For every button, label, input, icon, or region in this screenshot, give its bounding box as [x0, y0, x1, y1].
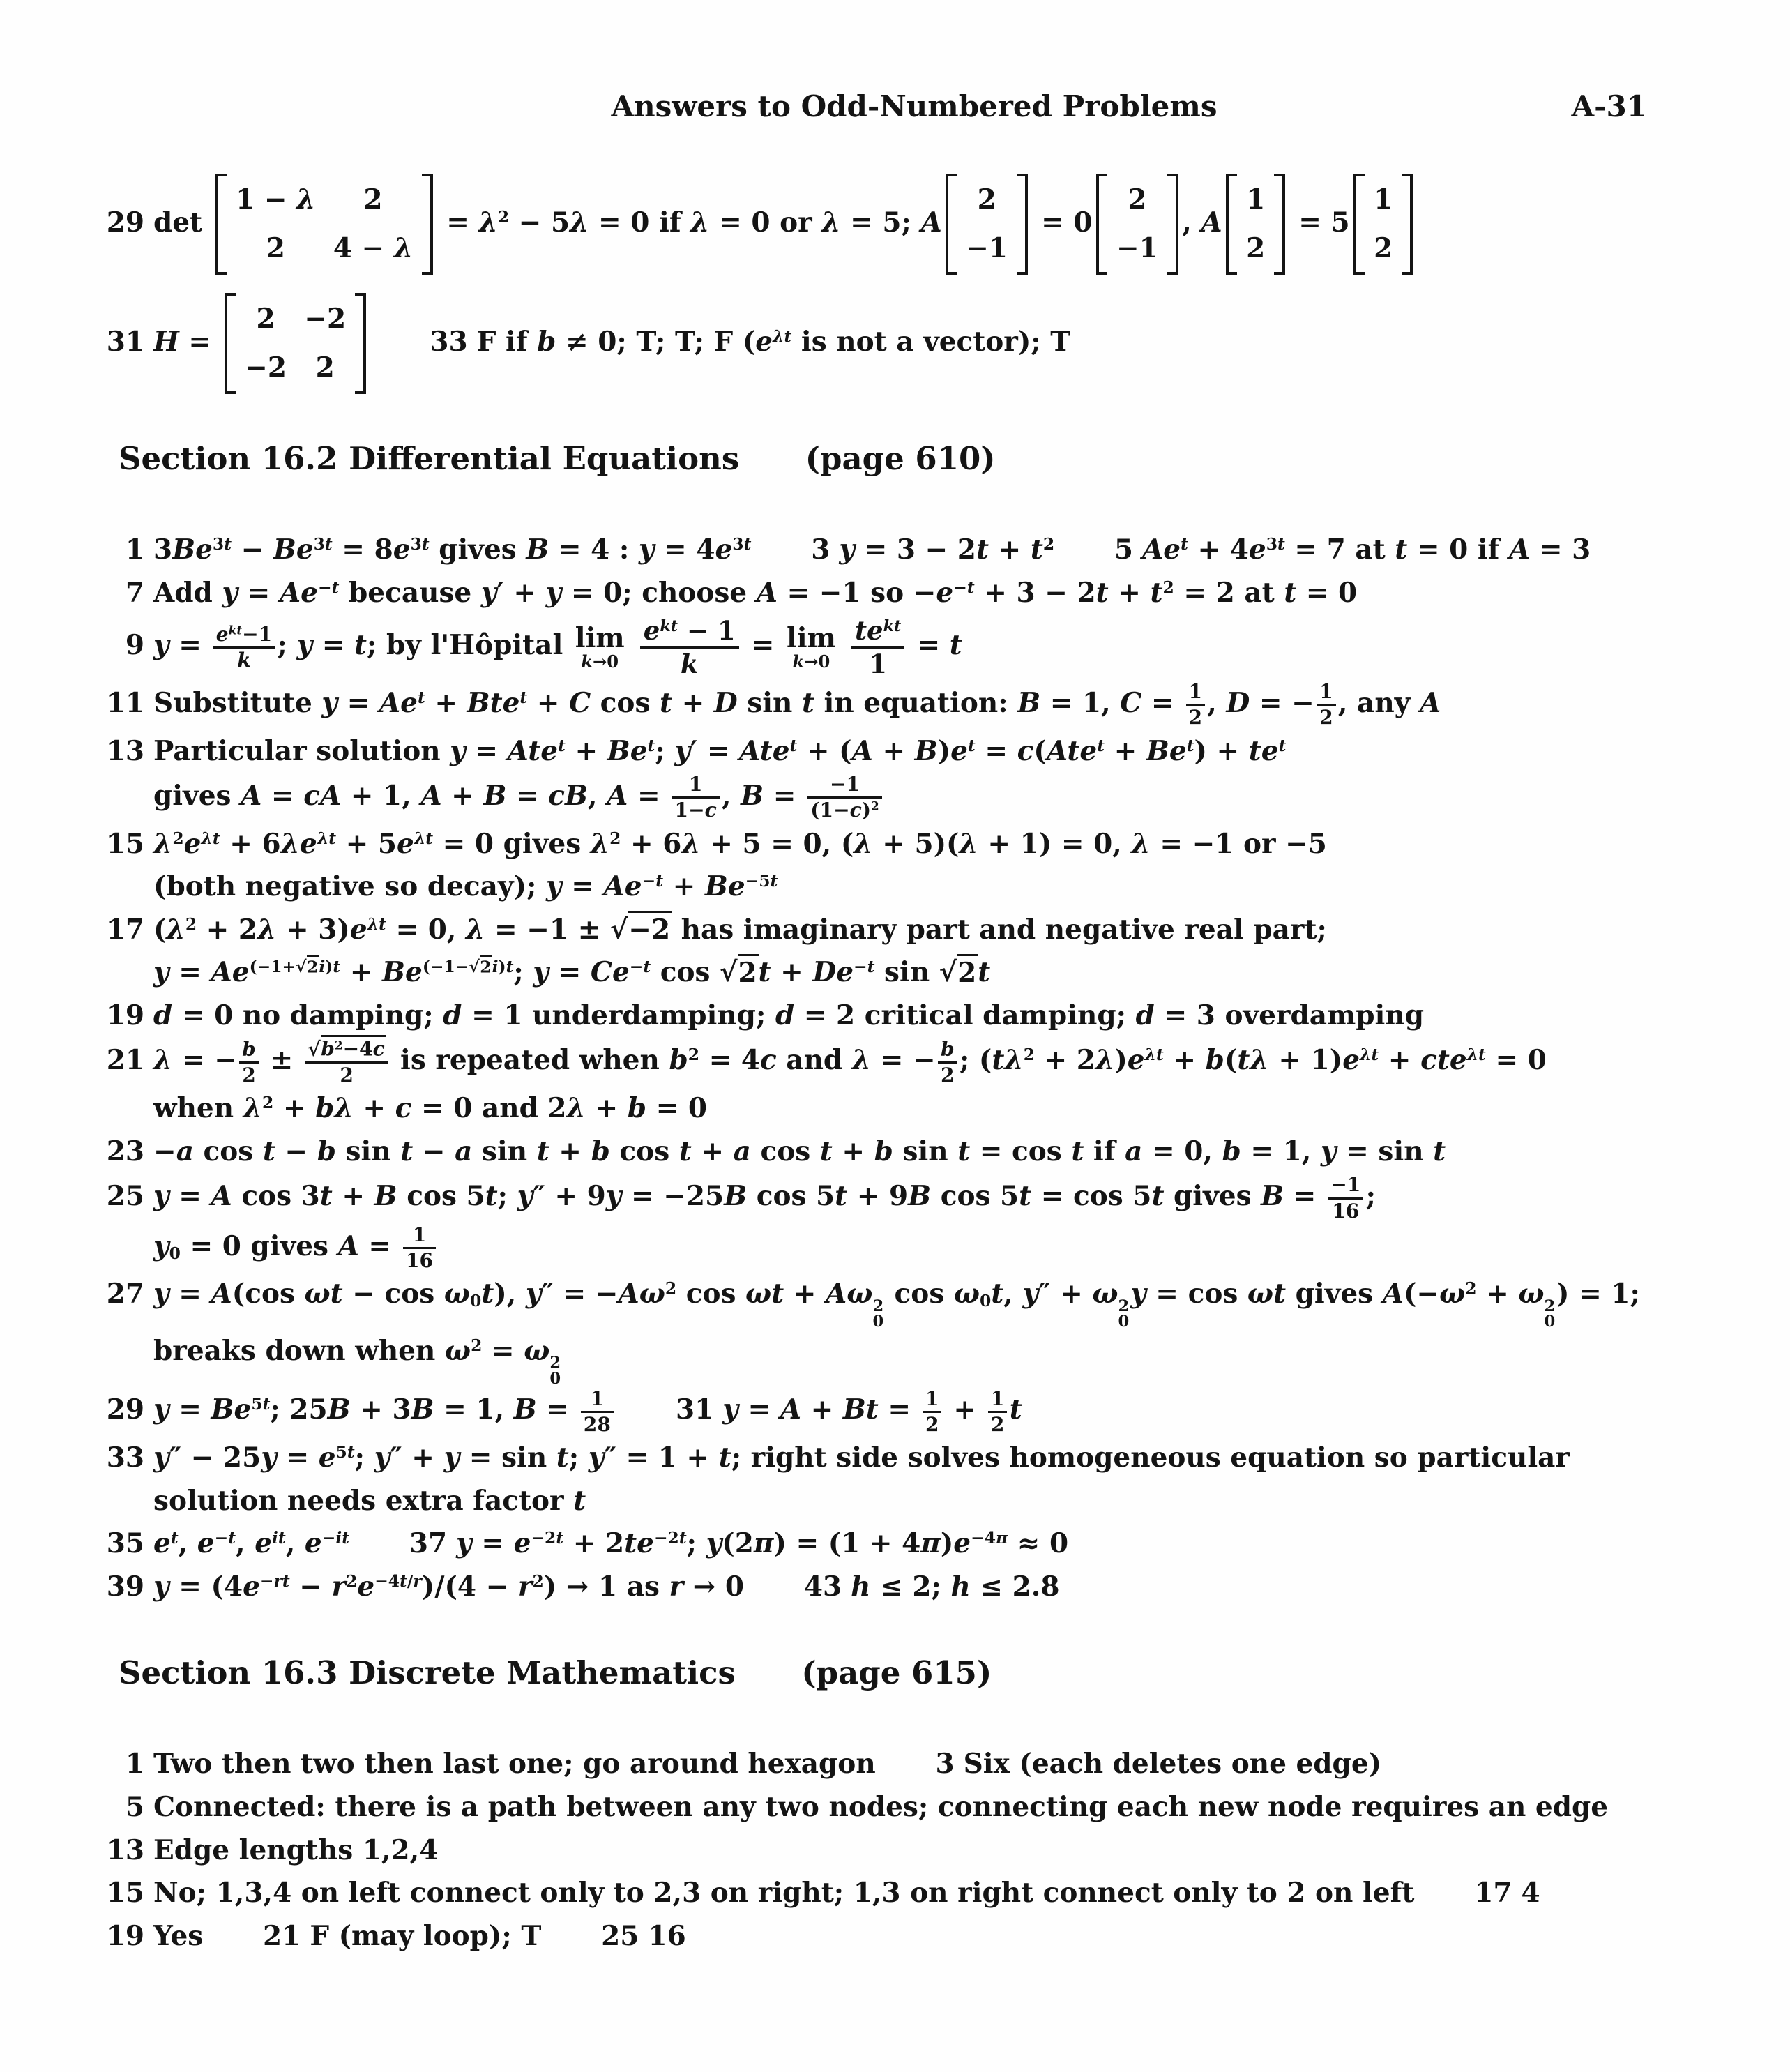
answer-text: Six (each deletes one edge) — [963, 1748, 1382, 1780]
answer-line — [105, 730, 1724, 823]
answer-text: Add $y = Ae^{-t}$ because y′ + y = 0; choose A = −1 so $-e^{-t} + 3 - 2t + t^2 = 2$ at t = 0 — [153, 577, 1358, 610]
answer-text: H = 2 −2 −2 2 — [153, 326, 370, 358]
problem-number: 5 — [125, 1791, 144, 1824]
section-heading — [105, 440, 1724, 477]
answer-text: $(\lambda^2 + 2\lambda + 3)e^{\lambda t} = 0$, λ = −1 ± √−2 has imaginary part and negative real part; — [153, 914, 1327, 946]
answer-text: h ≤ 2; h ≤ 2.8 — [851, 1570, 1060, 1603]
problem-number: 15 — [106, 827, 144, 860]
problem-number: 29 — [106, 1393, 144, 1426]
problem-number: 39 — [106, 1570, 144, 1603]
problem-number: 25 — [601, 1919, 639, 1952]
answer-line — [105, 1273, 1724, 1386]
page-header — [105, 89, 1724, 123]
answer-line — [105, 1387, 1724, 1437]
section-heading — [105, 1654, 1724, 1691]
answer-text: F if b ≠ 0; T; T; F ($e^{\lambda t}$ is not a vector); T — [476, 325, 1071, 358]
section-answers — [105, 1743, 1724, 1958]
answer-text: Connected: there is a path between any two nodes; connecting each new node requires an edge — [153, 1791, 1609, 1824]
answer-text: 4 — [1521, 1877, 1540, 1910]
problem-number: 21 — [263, 1919, 301, 1952]
answer-line — [105, 1829, 1724, 1873]
answer-line — [105, 1038, 1724, 1130]
problem-number: 11 — [106, 686, 144, 719]
answer-continuation: when $\lambda^2 + b\lambda + c = 0$ and 2λ + b = 0 — [153, 1092, 708, 1125]
answer-text: F (may loop); T — [310, 1919, 542, 1952]
problem-number: 19 — [106, 999, 144, 1032]
problem-number: 19 — [106, 1919, 144, 1952]
answer-text: y = A(cos $\omega t - \cos \omega_0t$), $y'' = -A\omega^2$ cos ωt + Aω 2 0 $\cos \omega_0t$, y″ + ω 2 0 y = cos ωt gives $A(-\omega^2 + \omega$ 2 0 ) = 1; — [153, 1278, 1640, 1331]
answer-text: No; 1,3,4 on left connect only to 2,3 on right; 1,3 on right connect only to 2 on left — [153, 1877, 1415, 1910]
answer-text: y = $e^{kt}-1$ k ; y = t; by l'Hôpital lim k→0 $e^{kt} - 1$ k = lim k→0 $te^{kt}$ 1 = t — [153, 614, 962, 679]
problem-number: 25 — [106, 1180, 144, 1213]
answer-text: det 1 − λ 2 2 4 − λ = $\lambda^2 - 5\lambda = 0$ if λ = 0 or λ = 5; A 2 −1 = 0 2 −1 , A 1 2 = 5 1 2 — [153, 206, 1417, 239]
problem-number: 33 — [106, 1442, 144, 1474]
answer-line — [105, 1173, 1724, 1273]
answer-text: y = A + Bt = $\frac{1}{2}$ + $\frac{1}{2}$ t — [722, 1386, 1022, 1436]
answer-text: $y = Be^{5t}$; 25B + 3B = 1, B = $\frac{1}{28}$ — [153, 1393, 616, 1426]
problem-number: 3 — [811, 534, 830, 566]
problem-number: 13 — [106, 1833, 144, 1866]
answer-continuation: gives A = cA + 1, A + B = cB, A = $\frac{1}{1-c}$ , B = $\frac{-1}{(1-c)^2}$ — [153, 773, 1724, 823]
answer-text: $3Be^{3t} - Be^{3t} = 8e^{3t}$ gives B = 4 : $y = 4e^{3t}$ — [153, 534, 752, 566]
answer-text: d = 0 no damping; d = 1 underdamping; d = 2 critical damping; d = 3 overdamping — [153, 999, 1424, 1032]
answer-text: Two then two then last one; go around hexagon — [153, 1748, 876, 1780]
answer-text: $y = 3 - 2t + t^2$ — [839, 534, 1055, 566]
answers-area — [105, 174, 1724, 1958]
answer-text: 16 — [648, 1919, 686, 1952]
section-page-ref: (page 610) — [805, 440, 996, 478]
answer-text: $y = e^{-2t} + 2te^{-2t}$; $y(2\pi) = (1 + 4\pi)e^{-4\pi} \approx 0$ — [456, 1527, 1069, 1560]
problem-number: 31 — [106, 325, 144, 358]
section-title: Section 16.2 Differential Equations — [119, 440, 740, 478]
section-answers — [105, 174, 1724, 394]
answer-line — [105, 680, 1724, 730]
answers-section — [105, 440, 1724, 1608]
answer-text: y = A cos 3t + B cos 5t; y″ + 9y = −25B cos 5t + 9B cos 5t = cos 5t gives B = $\frac{-1}{16}$ ; — [153, 1173, 1376, 1223]
answer-text: $Ae^t + 4e^{3t} = 7$ at t = 0 if A = 3 — [1142, 534, 1591, 566]
answer-line — [105, 529, 1724, 572]
answer-text: Edge lengths 1,2,4 — [153, 1833, 439, 1866]
answer-line — [105, 174, 1724, 275]
answer-text: −a cos t − b sin t − a sin t + b cos t + a cos t + b sin t = cos t if a = 0, b = 1, y = sin t — [153, 1135, 1446, 1167]
answer-line — [105, 1872, 1724, 1915]
problem-number: 33 — [430, 325, 468, 358]
problem-number: 5 — [1114, 534, 1134, 566]
problem-number: 27 — [106, 1278, 144, 1310]
answer-continuation: breaks down when $\omega^2 = \omega$ 2 0 — [153, 1334, 561, 1388]
answer-line — [105, 823, 1724, 909]
problem-number: 23 — [106, 1135, 144, 1167]
problem-number: 21 — [106, 1044, 144, 1077]
answer-text: λ = − $\frac{b}{2}$ ± $\frac{√b^2-4c}{2}$ is repeated when $b^2 = 4c$ and λ = − $\frac{b}{2}$ ; $(t\lambda^2 + 2\lambda)e^{\lambda t} + b(t\lambda + 1)e^{\lambda t} + cte^{\lambda t} = 0$ — [153, 1044, 1547, 1076]
problem-number: 7 — [125, 577, 144, 610]
answer-text: Substitute $y = Ae^t + Bte^t + C$ cos t + D sin t in equation: B = 1, C = $\frac{1}{2}$ , D = − $\frac{1}{2}$ , any A — [153, 680, 1441, 729]
section-title: Section 16.3 Discrete Mathematics — [119, 1654, 736, 1692]
answer-text: $y'' - 25y = e^{5t}$; y″ + y = sin t; y″ = 1 + t; right side solves homogeneous equation so particular — [153, 1442, 1570, 1474]
answer-line — [105, 1786, 1724, 1829]
problem-number: 17 — [106, 913, 144, 946]
answers-section — [105, 174, 1724, 394]
problem-number: 37 — [409, 1527, 448, 1560]
answer-line — [105, 909, 1724, 995]
answer-line — [105, 1915, 1724, 1958]
answer-line — [105, 293, 1724, 394]
answer-line — [105, 1566, 1724, 1609]
answer-continuation: $y = Ae^{(-1+√2i)t} + Be^{(-1-√2i)t}$; $y = Ce^{-t}$ $\cos √2t + De^{-t}$ sin √2t — [153, 951, 1724, 995]
problem-number: 29 — [106, 206, 144, 239]
problem-number: 15 — [106, 1877, 144, 1910]
answer-line — [105, 1522, 1724, 1566]
answer-line — [105, 572, 1724, 615]
answer-line — [105, 995, 1724, 1038]
problem-number: 43 — [803, 1570, 842, 1603]
page-number: A-31 — [1571, 89, 1647, 123]
problem-number: 1 — [125, 1748, 144, 1780]
problem-number: 35 — [106, 1527, 144, 1560]
problem-number: 31 — [675, 1393, 714, 1426]
problem-number: 9 — [125, 629, 144, 662]
problem-number: 13 — [106, 734, 144, 767]
problem-number: 3 — [935, 1748, 955, 1780]
page-title: Answers to Odd-Numbered Problems — [611, 89, 1218, 123]
answer-line — [105, 615, 1724, 680]
section-answers — [105, 529, 1724, 1608]
answers-section — [105, 1654, 1724, 1958]
answer-text: Particular solution $y = Ate^t + Be^t$; $y' = Ate^t + (A + B)e^t = c(Ate^t + Be^t) + te^t$ — [153, 734, 1287, 767]
problem-number: 17 — [1474, 1877, 1512, 1910]
answer-text: $\lambda^2e^{\lambda t} + 6\lambda e^{\lambda t} + 5e^{\lambda t} = 0$ gives $\lambda^2 + 6\lambda + 5 = 0$, (λ + 5)(λ + 1) = 0, λ = −1 or −5 — [153, 827, 1327, 860]
problem-number: 1 — [125, 534, 144, 566]
answer-continuation: solution needs extra factor t — [153, 1484, 586, 1517]
answer-text: $y = (4e^{-rt} - r^2e^{-4t/r})/(4 - r^2) \to 1$ as r → 0 — [153, 1570, 745, 1603]
answer-line — [105, 1130, 1724, 1174]
answer-text: $e^t$, $e^{-t}$, $e^{it}$, $e^{-it}$ — [153, 1527, 350, 1560]
section-page-ref: (page 615) — [801, 1654, 992, 1692]
answer-continuation: (both negative so decay); $y = Ae^{-t} + Be^{-5t}$ — [153, 870, 778, 903]
answer-line — [105, 1743, 1724, 1786]
answer-text: Yes — [153, 1919, 204, 1952]
answer-continuation: $y_0 = 0$ gives A = $\frac{1}{16}$ — [153, 1223, 1724, 1273]
answer-line — [105, 1437, 1724, 1522]
